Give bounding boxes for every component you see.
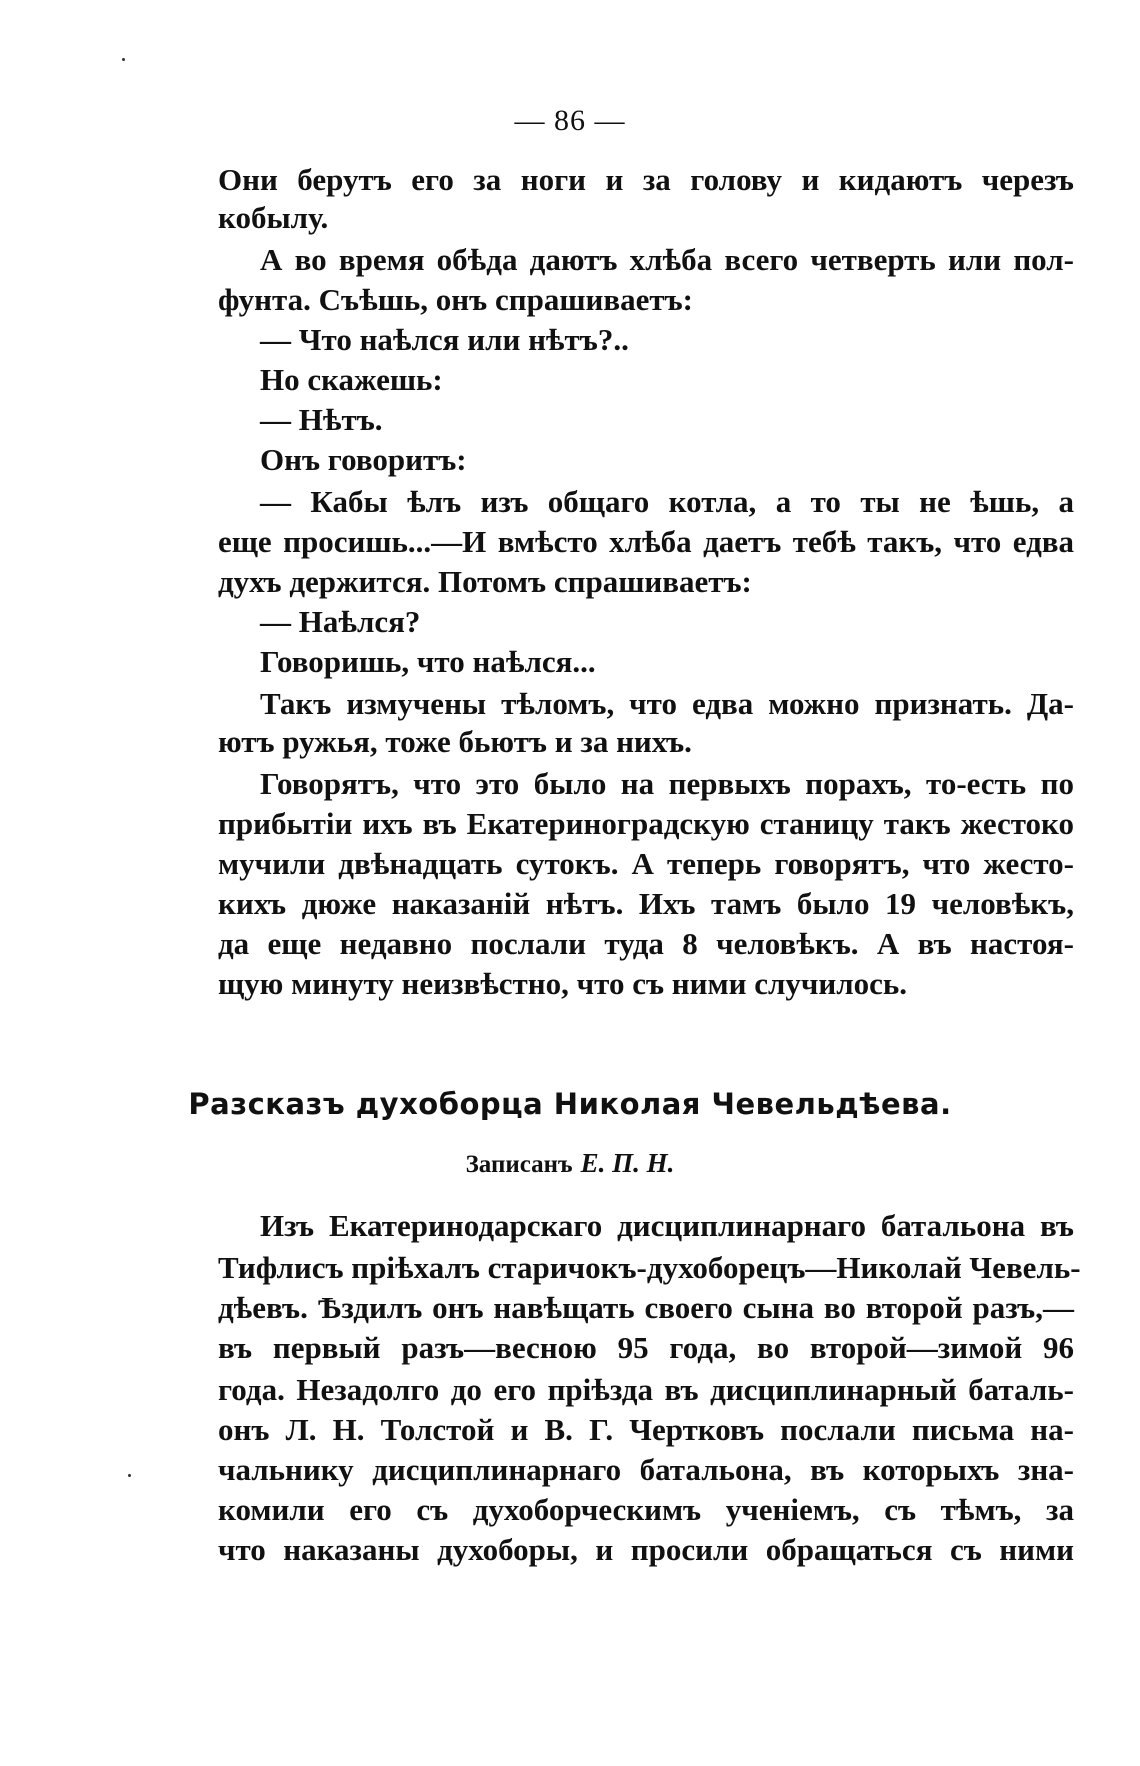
text-line: А во время обѣда даютъ хлѣба всего четверть или пол- xyxy=(260,242,1074,277)
text-line: Изъ Екатеринодарскаго дисциплинарнаго батальона въ xyxy=(260,1208,1074,1243)
text-line: да еще недавно послали туда 8 человѣкъ. А въ настоя- xyxy=(218,926,1074,961)
paper-speck xyxy=(122,58,125,61)
text-line: въ первый разъ—весною 95 года, во второй—зимой 96 xyxy=(218,1330,1074,1365)
text-line: что наказаны духоборы, и просили обращаться съ ними xyxy=(218,1532,1074,1567)
text-line: чальнику дисциплинарнаго батальона, въ которыхъ зна- xyxy=(218,1452,1074,1487)
text-line: Они берутъ его за ноги и за голову и кидаютъ черезъ xyxy=(218,162,1074,197)
section-heading: Разсказъ духоборца Николая Чевельдѣева. xyxy=(188,1087,952,1121)
text-line: кобылу. xyxy=(218,200,329,235)
attribution xyxy=(0,1146,1140,1182)
text-line: Онъ говоритъ: xyxy=(260,442,467,477)
text-line: духъ держится. Потомъ спрашиваетъ: xyxy=(218,564,752,599)
text-line: комили его съ духоборческимъ ученіемъ, съ тѣмъ, за xyxy=(218,1492,1074,1527)
paper-speck xyxy=(128,1474,131,1477)
text-line: мучили двѣнадцать сутокъ. А теперь говорятъ, что жесто- xyxy=(218,846,1074,881)
text-line: Говоришь, что наѣлся... xyxy=(260,644,596,679)
text-line: прибытіи ихъ въ Екатериноградскую станицу такъ жестоко xyxy=(218,806,1074,841)
text-line: — Нѣтъ. xyxy=(260,402,383,437)
text-line: Тифлисъ пріѣхалъ старичокъ-духоборецъ—Николай Чевель- xyxy=(218,1250,1081,1285)
attribution-label: Записанъ xyxy=(465,1151,573,1178)
text-line: года. Незадолго до его пріѣзда въ дисциплинарный баталь- xyxy=(218,1372,1074,1407)
text-line: Но скажешь: xyxy=(260,362,443,397)
text-line: фунта. Съѣшь, онъ спрашиваетъ: xyxy=(218,282,693,317)
text-line: — Кабы ѣлъ изъ общаго котла, а то ты не ѣшь, а xyxy=(260,484,1074,519)
text-line: — Что наѣлся или нѣтъ?.. xyxy=(260,322,629,357)
attribution-author: Е. П. Н. xyxy=(580,1148,675,1178)
text-line: Такъ измучены тѣломъ, что едва можно признать. Да- xyxy=(260,686,1074,721)
page-number: — 86 — xyxy=(514,104,626,137)
text-line: — Наѣлся? xyxy=(260,604,421,639)
text-line: ютъ ружья, тоже бьютъ и за нихъ. xyxy=(218,724,692,759)
text-line: еще просишь...—И вмѣсто хлѣба даетъ тебѣ такъ, что едва xyxy=(218,524,1074,559)
text-line: Говорятъ, что это было на первыхъ порахъ, то-есть по xyxy=(260,766,1074,801)
text-line: кихъ дюже наказаній нѣтъ. Ихъ тамъ было 19 человѣкъ, xyxy=(218,886,1074,921)
text-line: онъ Л. Н. Толстой и В. Г. Чертковъ послали письма на- xyxy=(218,1412,1074,1447)
text-line: дѣевъ. Ѣздилъ онъ навѣщать своего сына во второй разъ,— xyxy=(218,1290,1074,1325)
text-line: щую минуту неизвѣстно, что съ ними случилось. xyxy=(218,966,908,1001)
